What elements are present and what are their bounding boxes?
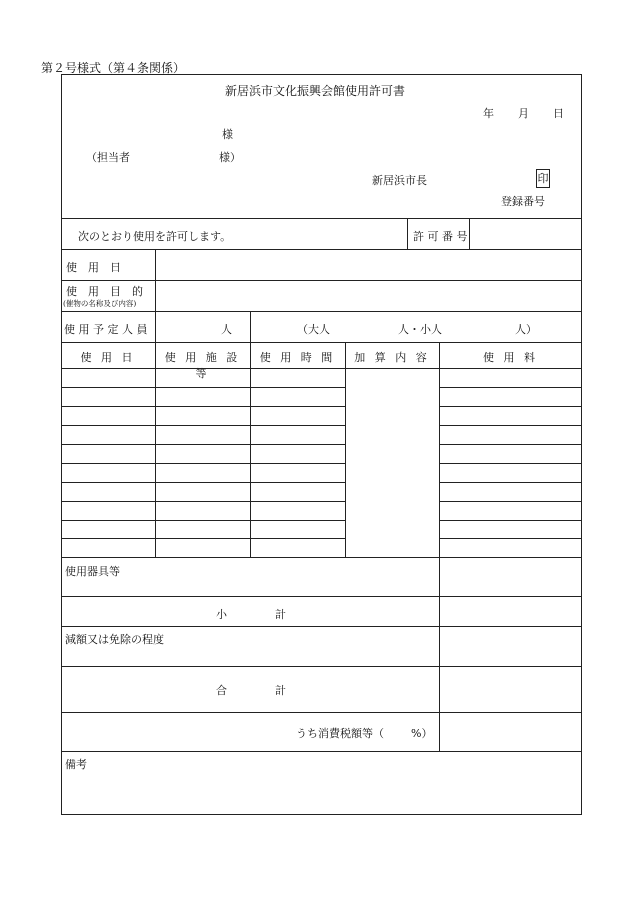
issuer-name: 新居浜市長 (372, 174, 427, 187)
col-header-facility: 使 用 施 設 等 (164, 351, 241, 380)
divider (61, 751, 582, 752)
table-row (61, 538, 345, 539)
planned-people-label: 使 用 予 定 人 員 (64, 323, 148, 336)
divider (345, 342, 346, 557)
table-row (61, 463, 345, 464)
divider (61, 280, 582, 281)
divider (61, 342, 582, 343)
contact-person-label: （担当者 (86, 151, 130, 164)
table-row (61, 425, 345, 426)
divider (439, 342, 440, 751)
table-row (439, 520, 582, 521)
divider (250, 342, 251, 557)
divider (61, 557, 582, 558)
col-header-surcharge: 加 算 内 容 (354, 351, 430, 364)
table-row (439, 538, 582, 539)
document-title: 新居浜市文化振興会館使用許可書 (224, 84, 405, 98)
divider (61, 596, 582, 597)
divider (469, 218, 470, 249)
table-row (61, 482, 345, 483)
col-header-date: 使 用 日 (80, 351, 136, 364)
table-row (439, 425, 582, 426)
divider (61, 368, 582, 369)
recipient-honorific: 様 (222, 128, 233, 141)
date-year: 年 (483, 107, 494, 120)
divider (61, 626, 582, 627)
permit-statement: 次のとおり使用を許可します。 (78, 230, 232, 243)
adults-label: （大人 (297, 323, 330, 336)
divider (155, 342, 156, 557)
people-unit: 人 (221, 323, 232, 336)
divider (61, 712, 582, 713)
table-row (439, 387, 582, 388)
table-row (439, 463, 582, 464)
divider (61, 311, 582, 312)
table-row (61, 406, 345, 407)
subtotal-label-b: 計 (275, 608, 286, 621)
table-row (439, 482, 582, 483)
table-row (61, 501, 345, 502)
col-header-fee: 使 用 料 (483, 351, 538, 364)
seal-mark: 印 (536, 169, 550, 188)
people-close: 人） (515, 323, 537, 336)
equipment-label: 使用器具等 (65, 565, 120, 578)
table-row (439, 501, 582, 502)
remarks-label: 備考 (65, 758, 87, 771)
permit-number-label: 許 可 番 号 (413, 230, 468, 243)
usage-date-label: 使 用 日 (66, 261, 121, 274)
divider (155, 249, 156, 342)
tax-label: うち消費税額等（ (296, 727, 384, 740)
purpose-label: 使 用 目 的 (66, 285, 143, 298)
table-row (61, 520, 345, 521)
children-label: 人・小人 (398, 323, 442, 336)
total-label-a: 合 (216, 684, 227, 697)
registration-number-label: 登録番号 (501, 195, 545, 208)
contact-person-honorific: 様） (219, 151, 241, 164)
reduction-label: 減額又は免除の程度 (65, 633, 164, 646)
col-header-time: 使 用 時 間 (259, 351, 336, 364)
divider (250, 311, 251, 342)
divider (407, 218, 408, 249)
date-day: 日 (553, 107, 564, 120)
total-label-b: 計 (275, 684, 286, 697)
purpose-sublabel: (催物の名称及び内容) (63, 299, 137, 308)
subtotal-label-a: 小 (216, 608, 227, 621)
date-month: 月 (518, 107, 529, 120)
table-row (439, 406, 582, 407)
divider (61, 249, 582, 250)
table-row (439, 444, 582, 445)
table-row (61, 444, 345, 445)
form-number: 第２号様式（第４条関係） (41, 61, 186, 75)
divider (61, 218, 582, 219)
table-row (61, 387, 345, 388)
divider (61, 666, 582, 667)
tax-percent: %） (411, 727, 433, 740)
